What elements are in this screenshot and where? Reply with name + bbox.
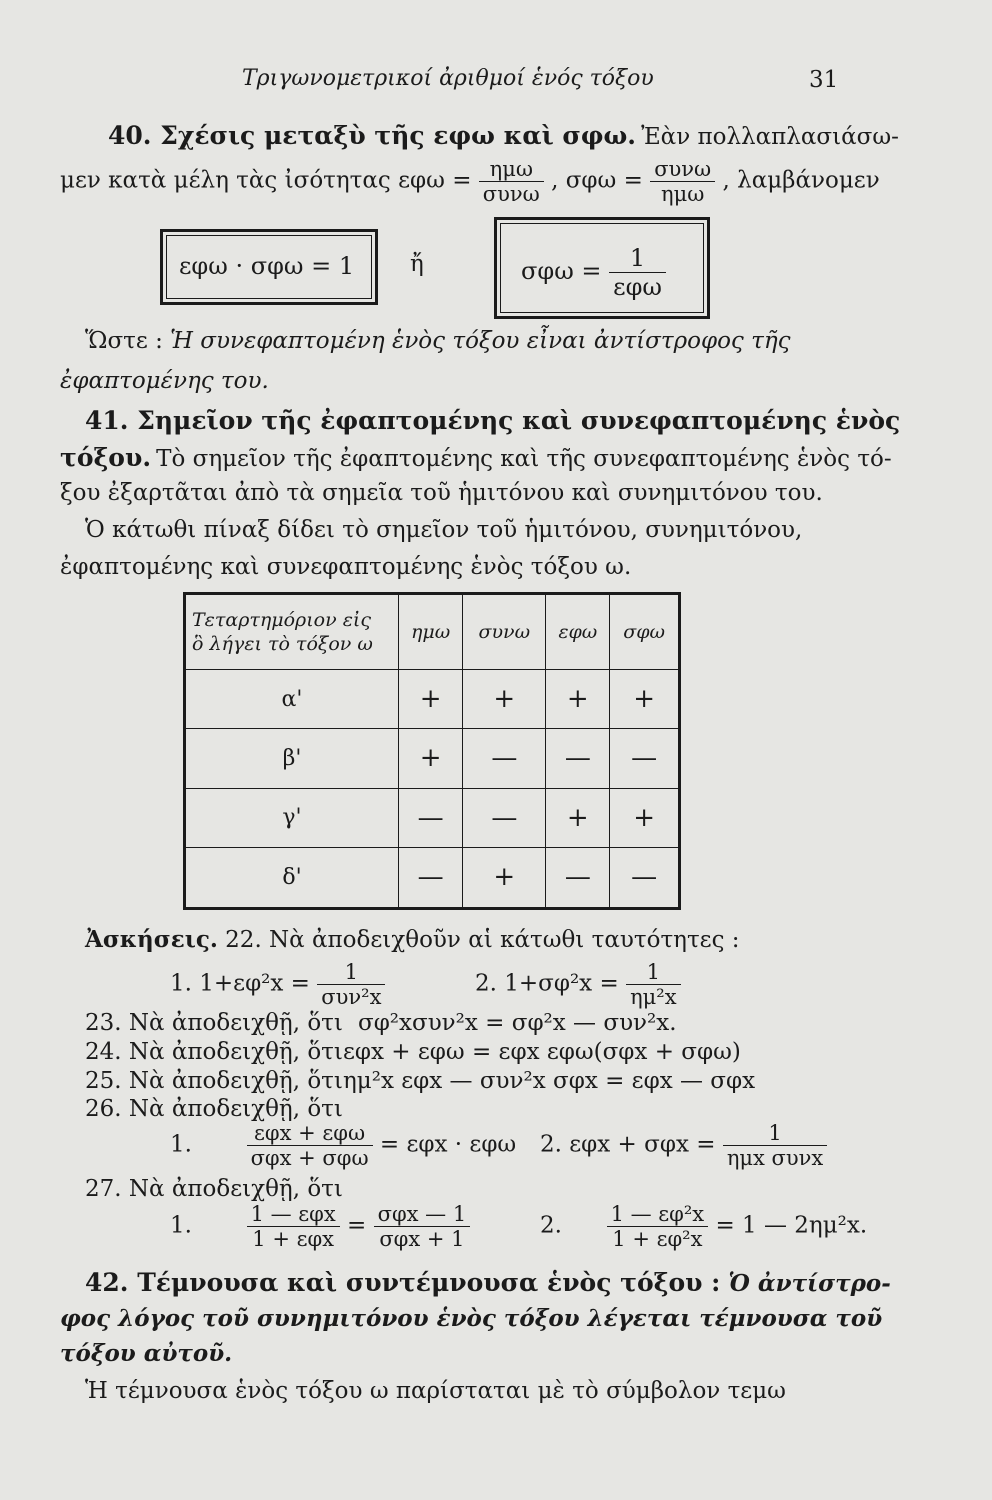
page-number: 31 bbox=[809, 67, 839, 93]
fraction-tan bbox=[479, 157, 544, 206]
fraction-numerator: 1 bbox=[317, 960, 385, 985]
identity-product: εφω · σφω = 1 bbox=[179, 252, 355, 280]
fraction bbox=[723, 1121, 827, 1170]
quadrant-label: γ' bbox=[185, 788, 399, 847]
fraction-denominator: συνω bbox=[482, 182, 540, 206]
sign-cell: + bbox=[399, 670, 463, 729]
equation-lhs: 2. εφx + σφx = bbox=[540, 1131, 716, 1158]
fraction-numerator: 1 bbox=[609, 244, 666, 273]
exercise-27-part-1 bbox=[170, 1202, 470, 1251]
boxed-identity-reciprocal bbox=[494, 217, 710, 319]
section-41-heading: 41. Σημεῖον τῆς ἐφαπτομένης καὶ συνεφαπτομένης ἑνὸς bbox=[85, 406, 901, 435]
part-label: 2. bbox=[540, 1212, 562, 1239]
section-42-text: Ἡ τέμνουσα ἑνὸς τόξου ω παρίσταται μὲ τὸ σύμβολον τεμω bbox=[85, 1378, 786, 1404]
sign-cell: + bbox=[399, 729, 463, 788]
sign-cell: — bbox=[399, 788, 463, 847]
boxed-identity-product bbox=[160, 229, 378, 305]
section-42-definition: φος λόγος τοῦ συνημιτόνου ἑνὸς τόξου λέγεται τέμνουσα τοῦ bbox=[60, 1305, 883, 1332]
exercise-22-part-1 bbox=[170, 960, 385, 1009]
exercise-22-text: 22. Νὰ ἀποδειχθοῦν αἱ κάτωθι ταυτότητες : bbox=[225, 927, 740, 953]
identity-lhs: σφω = bbox=[521, 257, 602, 285]
sign-cell: + bbox=[463, 847, 546, 908]
sign-cell: — bbox=[463, 729, 546, 788]
fraction-numerator: 1 — εφx bbox=[247, 1202, 340, 1227]
equation-lhs: 2. 1+σφ²x = bbox=[475, 970, 619, 997]
conclusion-line-2: ἐφαπτομένης του. bbox=[60, 368, 269, 394]
fraction bbox=[247, 1202, 340, 1251]
sign-cell: + bbox=[610, 788, 680, 847]
section-42-definition-start: Ὁ ἀντίστρο- bbox=[720, 1270, 891, 1297]
fraction-denominator: 1 + εφx bbox=[252, 1227, 335, 1251]
section-41-text: Τὸ σημεῖον τῆς ἐφαπτομένης καὶ τῆς συνεφαπτομένης ἑνὸς τό- bbox=[156, 446, 892, 472]
sign-cell: — bbox=[610, 847, 680, 908]
exercise-22 bbox=[85, 926, 740, 953]
fraction-numerator: συνω bbox=[650, 157, 715, 182]
fraction bbox=[317, 960, 385, 1009]
exercise-22-part-2 bbox=[475, 960, 681, 1009]
sign-cell: — bbox=[546, 847, 610, 908]
fraction-numerator: ημω bbox=[479, 157, 544, 182]
exercise-26-part-1 bbox=[170, 1121, 516, 1170]
identity-reciprocal bbox=[521, 244, 666, 301]
section-42-heading: 42. Τέμνουσα καὶ συντέμνουσα ἑνὸς τόξου : bbox=[85, 1268, 721, 1297]
fraction-denominator: ημ²x bbox=[630, 985, 677, 1009]
section-41-heading-end: τόξου. bbox=[60, 443, 152, 472]
quadrant-label: δ' bbox=[185, 847, 399, 908]
section-41-text-2: ξου ἐξαρτᾶται ἀπὸ τὰ σημεῖα τοῦ ἡμιτόνου καὶ συνημιτόνου του. bbox=[60, 480, 823, 506]
equation-rhs: = 1 — 2ημ²x. bbox=[715, 1212, 868, 1239]
exercise-23: 23. Νὰ ἀποδειχθῇ, ὅτι bbox=[85, 1010, 343, 1036]
exercise-25: 25. Νὰ ἀποδειχθῇ, ὅτι bbox=[85, 1068, 343, 1094]
fraction-denominator: συν²x bbox=[321, 985, 382, 1009]
section-41-text-4: ἐφαπτομένης καὶ συνεφαπτομένης ἑνὸς τόξου ω. bbox=[60, 554, 632, 580]
exercise-26-part-2 bbox=[540, 1121, 827, 1170]
fraction-denominator: ημx συνx bbox=[726, 1146, 824, 1170]
fraction-cot bbox=[650, 157, 715, 206]
conclusion-line-1 bbox=[85, 328, 791, 354]
fraction bbox=[374, 1202, 471, 1251]
exercise-27-part-2 bbox=[540, 1202, 867, 1251]
table-row bbox=[185, 847, 680, 908]
fraction-denominator: σφx + σφω bbox=[250, 1146, 369, 1170]
fraction-denominator: 1 + εφ²x bbox=[612, 1227, 703, 1251]
exercise-24: 24. Νὰ ἀποδειχθῇ, ὅτι bbox=[85, 1039, 343, 1065]
part-label: 1. bbox=[170, 1212, 192, 1239]
table-header-cell: εφω bbox=[546, 594, 610, 670]
equation-text: , λαμβάνομεν bbox=[722, 167, 880, 194]
section-41-line-2 bbox=[60, 443, 892, 472]
exercise-23-formula: σφ²xσυν²x = σφ²x — συν²x. bbox=[358, 1010, 677, 1036]
sign-cell: + bbox=[463, 670, 546, 729]
exercise-26: 26. Νὰ ἀποδειχθῇ, ὅτι bbox=[85, 1096, 343, 1122]
equation-lhs: 1. 1+εφ²x = bbox=[170, 970, 310, 997]
fraction-reciprocal bbox=[609, 244, 666, 301]
fraction-numerator: 1 — εφ²x bbox=[607, 1202, 709, 1227]
or-word: ἤ bbox=[410, 251, 424, 277]
exercises-label: Ἀσκήσεις. bbox=[85, 926, 218, 953]
header-quadrant-line-1: Τεταρτημόριον εἰς bbox=[192, 609, 371, 631]
table-header-quadrant bbox=[185, 594, 399, 670]
section-42-first-line bbox=[85, 1268, 891, 1297]
quadrant-label: β' bbox=[185, 729, 399, 788]
exercise-24-formula: εφx + εφω = εφx εφω(σφx + σφω) bbox=[343, 1039, 741, 1065]
sign-table bbox=[183, 592, 681, 910]
sign-cell: + bbox=[546, 670, 610, 729]
sign-cell: — bbox=[399, 847, 463, 908]
fraction-numerator: 1 bbox=[626, 960, 681, 985]
section-40-lead: Ἐὰν πολλαπλασιάσω- bbox=[641, 124, 899, 150]
sign-cell: + bbox=[546, 788, 610, 847]
sign-cell: — bbox=[463, 788, 546, 847]
fraction-numerator: 1 bbox=[723, 1121, 827, 1146]
section-40-first-line bbox=[108, 121, 899, 150]
fraction-numerator: σφx — 1 bbox=[374, 1202, 471, 1227]
section-40-heading: 40. Σχέσις μεταξὺ τῆς εφω καὶ σφω. bbox=[108, 121, 636, 150]
equation-rhs: = εφx · εφω bbox=[379, 1131, 517, 1158]
sign-cell: + bbox=[610, 670, 680, 729]
equals-sign: = bbox=[347, 1212, 367, 1239]
fraction bbox=[626, 960, 681, 1009]
sign-cell: — bbox=[546, 729, 610, 788]
sign-cell: — bbox=[610, 729, 680, 788]
section-42-definition-end: τόξου αὐτοῦ. bbox=[60, 1340, 233, 1367]
section-40-equation-line bbox=[60, 157, 880, 206]
section-41-text-3: Ὁ κάτωθι πίναξ δίδει τὸ σημεῖον τοῦ ἡμιτόνου, συνημιτόνου, bbox=[85, 517, 803, 543]
conclusion-lead: Ὥστε : bbox=[85, 328, 171, 354]
table-row bbox=[185, 729, 680, 788]
conclusion-statement: Ἡ συνεφαπτομένη ἑνὸς τόξου εἶναι ἀντίστροφος τῆς bbox=[170, 328, 791, 354]
table-header-cell: σφω bbox=[610, 594, 680, 670]
fraction-denominator: ημω bbox=[661, 182, 705, 206]
equation-text: , σφω = bbox=[551, 167, 643, 194]
table-row bbox=[185, 670, 680, 729]
table-header-cell: συνω bbox=[463, 594, 546, 670]
equation-text: μεν κατὰ μέλη τὰς ἰσότητας εφω = bbox=[60, 167, 472, 194]
exercise-27: 27. Νὰ ἀποδειχθῇ, ὅτι bbox=[85, 1176, 343, 1202]
table-row bbox=[185, 788, 680, 847]
fraction-denominator: εφω bbox=[613, 273, 662, 301]
fraction-numerator: εφx + εφω bbox=[247, 1121, 373, 1146]
quadrant-label: α' bbox=[185, 670, 399, 729]
header-quadrant-line-2: ὃ λήγει τὸ τόξον ω bbox=[192, 633, 373, 655]
exercise-25-formula: ημ²x εφx — συν²x σφx = εφx — σφx bbox=[343, 1068, 756, 1094]
fraction-denominator: σφx + 1 bbox=[379, 1227, 465, 1251]
fraction bbox=[607, 1202, 709, 1251]
table-header-cell: ημω bbox=[399, 594, 463, 670]
part-label: 1. bbox=[170, 1131, 192, 1158]
running-header: Τριγωνομετρικοί ἀριθμοί ἑνός τόξου bbox=[242, 66, 654, 91]
table-header-row bbox=[185, 594, 680, 670]
fraction bbox=[247, 1121, 373, 1170]
